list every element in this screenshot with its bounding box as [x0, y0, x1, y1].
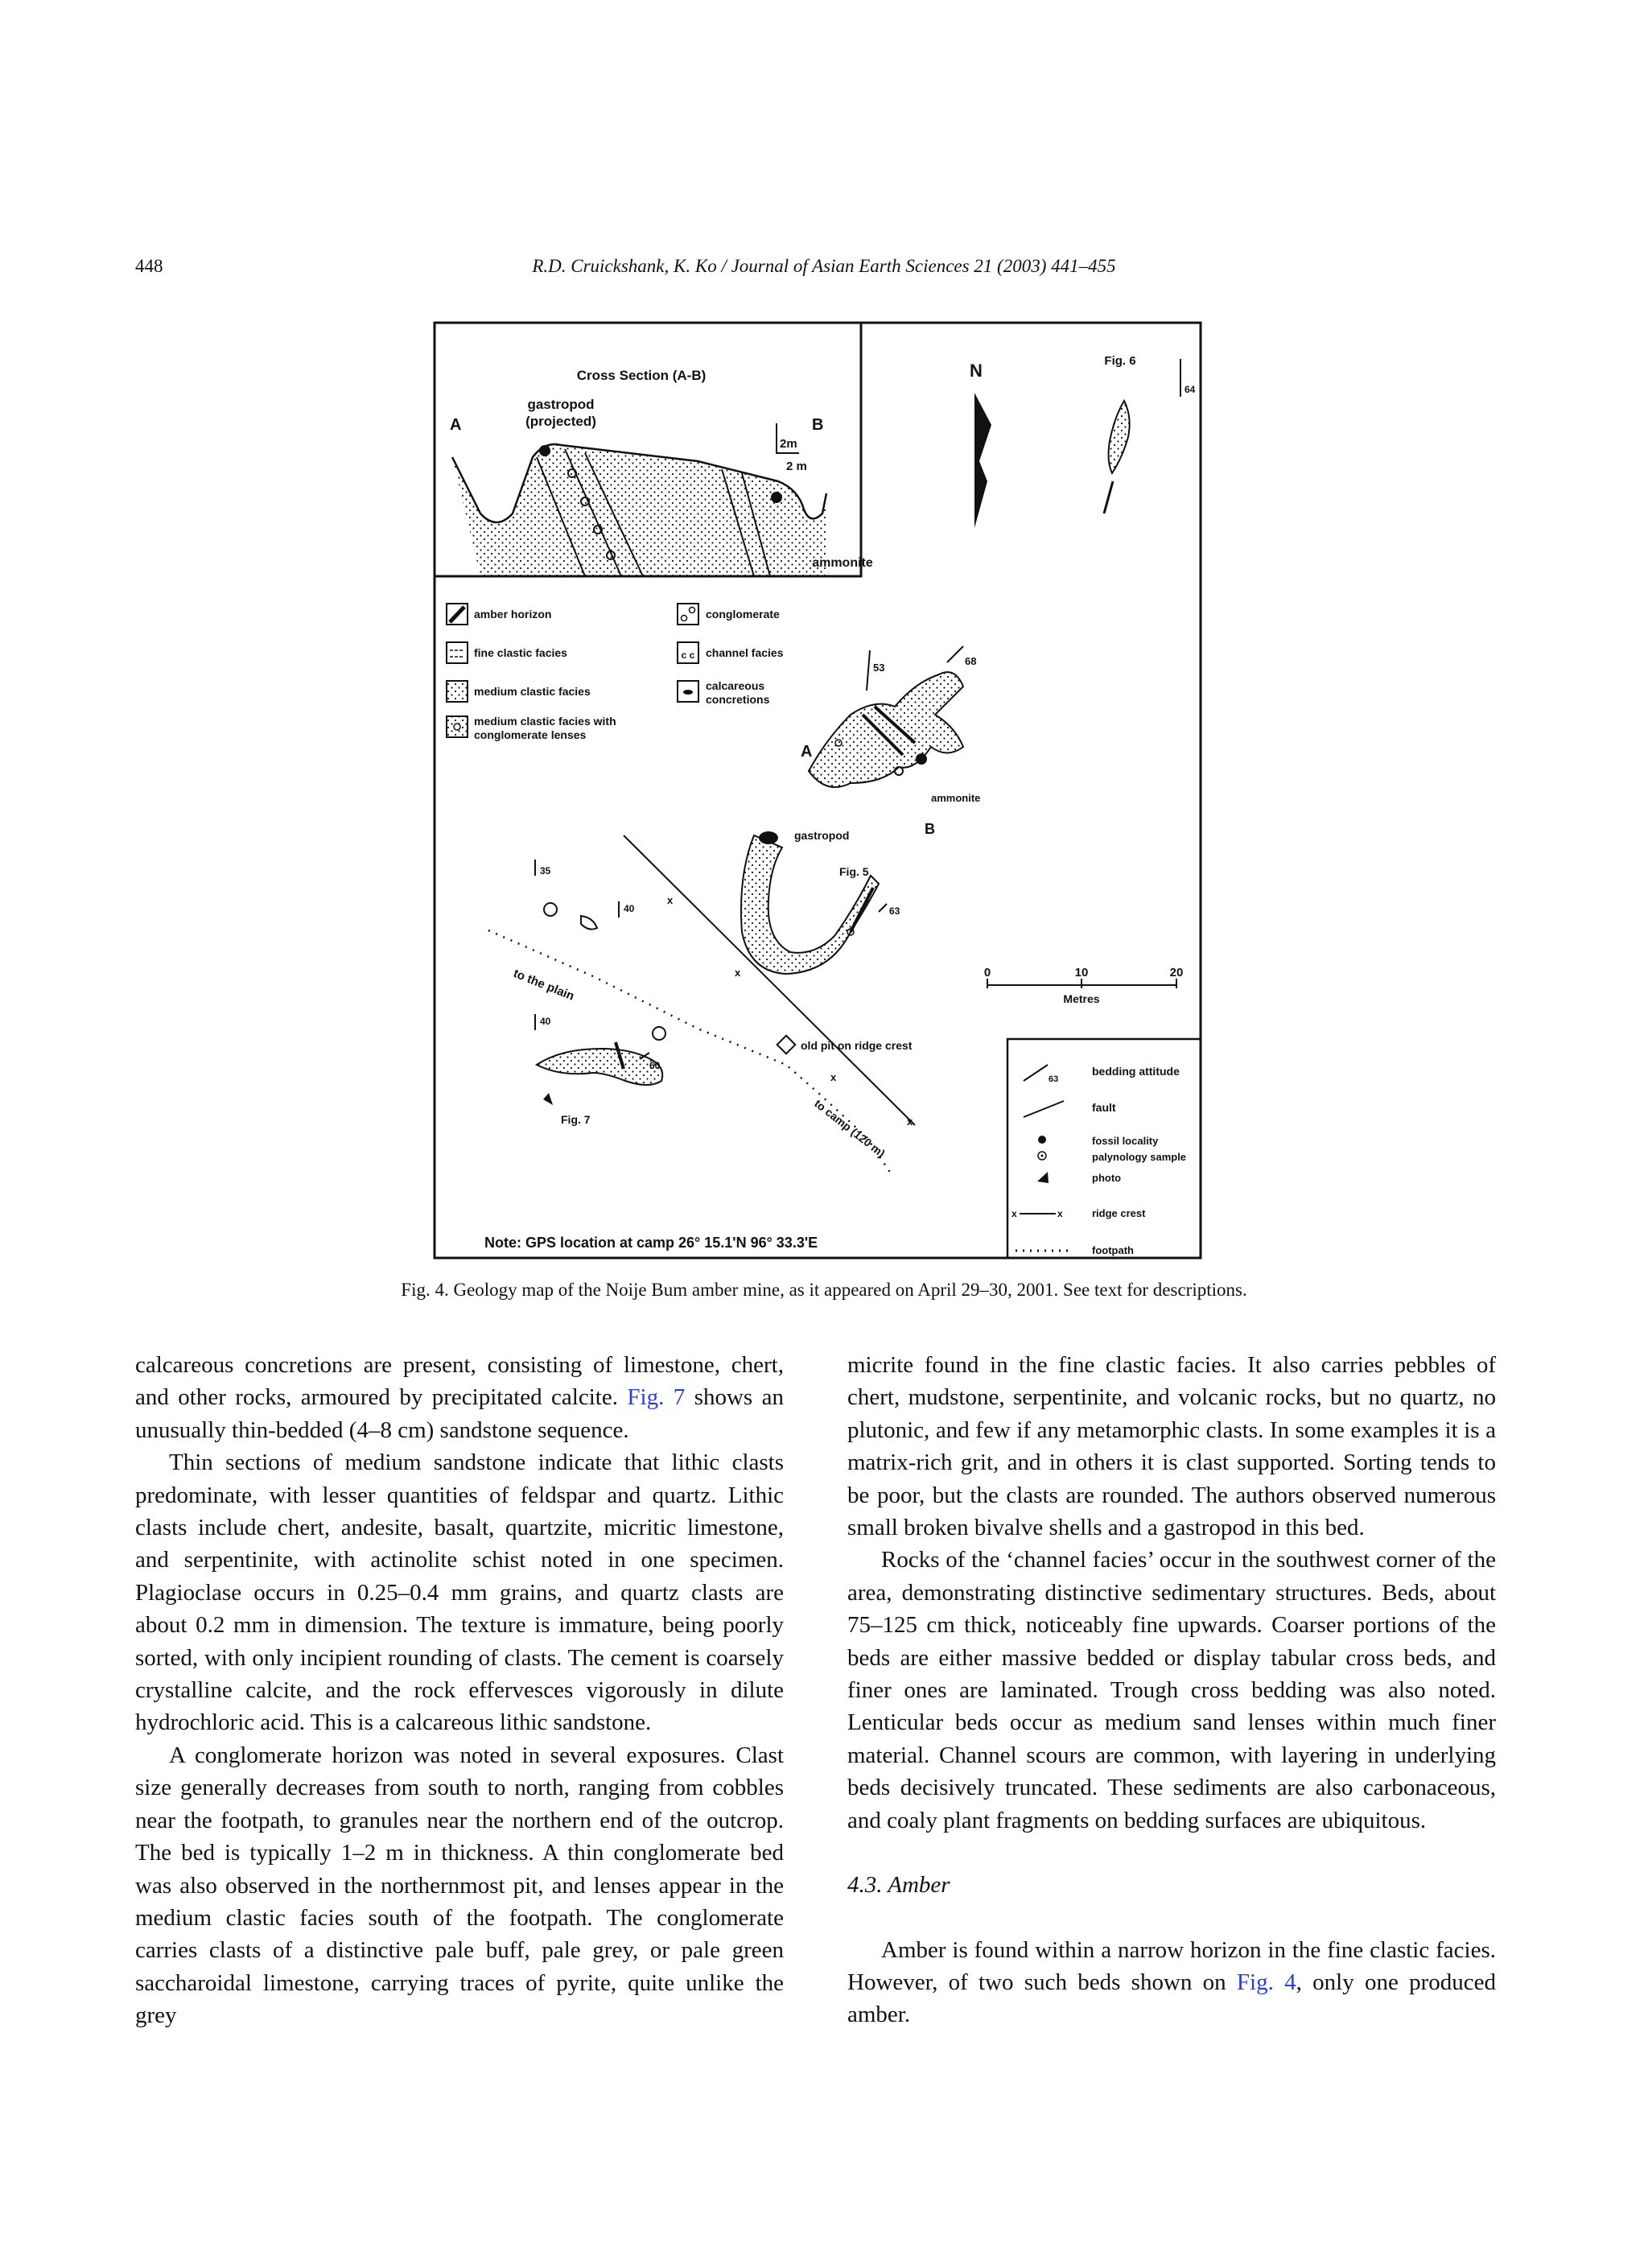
ammonite-label: ammonite [931, 792, 981, 804]
legend-medium: medium clastic facies [474, 685, 591, 698]
gps-note: Note: GPS location at camp 26° 15.1'N 96° 33.3'E [484, 1235, 818, 1251]
svg-text:x: x [907, 1115, 913, 1128]
figure-caption: Fig. 4. Geology map of the Noije Bum amber mine, as it appeared on April 29–30, 2001. See text for descriptions. [401, 1280, 1247, 1300]
fig6-pit [1104, 354, 1196, 513]
right-paragraph-2: Rocks of the ‘channel facies’ occur in the southwest corner of the area, demonstrating distinctive sedimentary structures. Beds, about 75–125 cm thick, noticeably fine upwards. Coarser portions of the beds are either massive bedded or display tabular cross beds, and finer ones are laminated. Trough cross bedding was also noted. Lenticular beds occur as medium sand lenses within much finer material. Channel scours are common, with layering in underlying beds decisively truncated. These sediments are also carbonaceous, and coaly plant fragments on bedding surfaces are ubiquitous. [847, 1547, 1496, 1833]
scale-bar [984, 966, 1184, 1005]
dip-63: 63 [889, 905, 900, 917]
dip-53: 53 [873, 662, 885, 674]
gastropod-label: gastropod [527, 397, 595, 412]
old-pit-label: old pit on ridge crest [801, 1039, 913, 1052]
scale-2m-horizontal: 2 m [786, 460, 807, 473]
ammonite-section-label: ammonite [812, 556, 873, 570]
north-arrow [970, 361, 991, 528]
svg-text:x: x [667, 894, 674, 906]
left-column [135, 1349, 784, 2032]
fig5-label: Fig. 5 [839, 865, 869, 878]
legend-channel: channel facies [706, 646, 784, 659]
cross-section-inset [435, 323, 873, 576]
section-label-a: A [450, 416, 462, 434]
right-paragraph-1: micrite found in the fine clastic facies. It also carries pebbles of chert, mudstone, serpentinite, and volcanic rocks, but no quartz, no plutonic, and few if any metamorphic clasts. In some examples it is a matrix-rich grit, and in others it is clast supported. Sorting tends to be poor, but the clasts are rounded. The authors observed numerous small broken bivalve shells and a gastropod in this bed. [847, 1352, 1496, 1541]
left-paragraph-3: A conglomerate horizon was noted in several exposures. Clast size generally decreases from south to north, ranging from cobbles near the footpath, to granules near the northern end of the outcrop. The bed is typically 1–2 m in thickness. A thin conglomerate bed was also observed in the northernmost pit, and lenses appear in the medium clastic facies south of the footpath. The conglomerate carries clasts of a distinctive pale buff, pale grey, or pale green saccharoidal limestone, carrying traces of pyrite, quite unlike the grey [135, 1742, 784, 2029]
fig6-label: Fig. 6 [1104, 354, 1136, 368]
cross-section-title: Cross Section (A-B) [576, 368, 707, 383]
svg-text:63: 63 [1049, 1074, 1059, 1084]
gastropod-map-label: gastropod [794, 829, 850, 842]
scale-unit: Metres [1063, 992, 1100, 1005]
left-paragraph-2: Thin sections of medium sandstone indicate that lithic clasts predominate, with lesser quantities of feldspar and quartz. Lithic clasts include chert, andesite, basalt, quartzite, micritic limestone, and serpentinite, with actinolite schist noted in one specimen. Plagioclase occurs in 0.25–0.4 mm grains, and quartz clasts are about 0.2 mm in dimension. The texture is immature, being poorly sorted, with only incipient rounding of clasts. The cement is coarsely crystalline calcite, and the rock effervesces vigorously in dilute hydrochloric acid. This is a calcareous lithic sandstone. [135, 1449, 784, 1736]
section-label-b: B [812, 416, 824, 434]
legend-fine: fine clastic facies [474, 646, 567, 659]
svg-text:c c: c c [681, 649, 695, 661]
svg-text:10: 10 [1074, 966, 1089, 979]
svg-text:0: 0 [983, 966, 991, 979]
dip-35: 35 [540, 865, 551, 876]
right-column [847, 1349, 1496, 2031]
geology-map-figure [432, 320, 1203, 1260]
legend-amber: amber horizon [474, 608, 552, 621]
to-the-plain-label: to the plain [511, 966, 577, 1004]
dip-68: 68 [965, 655, 977, 667]
key-photo: photo [1092, 1172, 1122, 1184]
svg-text:x: x [830, 1071, 837, 1083]
dip-40a: 40 [624, 903, 635, 914]
dip-40b: 40 [540, 1016, 551, 1027]
right-paragraph-3: Amber is found within a narrow horizon in the fine clastic facies. However, of two such beds shown on Fig. 4, only one produced amber. [847, 1936, 1496, 2028]
page-number: 448 [135, 256, 163, 276]
to-camp-label: to camp (120 m) [812, 1096, 888, 1160]
svg-text:x: x [735, 967, 741, 979]
fig7-link[interactable]: Fig. 7 [627, 1384, 686, 1411]
key-fault: fault [1092, 1101, 1116, 1114]
projected-label: (projected) [525, 414, 596, 429]
running-header-citation: R.D. Cruickshank, K. Ko / Journal of Asian Earth Sciences 21 (2003) 441–455 [532, 256, 1116, 276]
map-label-a: A [801, 743, 813, 761]
key-ridge: ridge crest [1092, 1207, 1146, 1219]
symbol-key [1007, 1039, 1201, 1258]
key-bedding: bedding attitude [1092, 1065, 1180, 1078]
fig7-label: Fig. 7 [561, 1113, 591, 1126]
key-fossil: fossil locality [1092, 1135, 1159, 1147]
map-label-b: B [925, 821, 935, 837]
legend [435, 576, 861, 741]
svg-text:conglomerate lenses: conglomerate lenses [474, 728, 587, 741]
svg-text:20: 20 [1169, 966, 1184, 979]
key-palynology: palynology sample [1092, 1151, 1187, 1163]
svg-text:x: x [1011, 1208, 1017, 1219]
fig4-link[interactable]: Fig. 4 [1236, 1969, 1296, 1995]
legend-conglomerate: conglomerate [706, 608, 780, 621]
left-paragraph-1: calcareous concretions are present, consisting of limestone, chert, and other rocks, armoured by precipitated calcite. Fig. 7 shows an unusually thin-bedded (4–8 cm) sandstone sequence. [135, 1352, 785, 1443]
legend-calcareous: calcareous [706, 679, 765, 692]
svg-text:x: x [1057, 1208, 1063, 1219]
scale-2m-vertical: 2m [780, 437, 797, 451]
dip-64: 64 [1184, 384, 1196, 395]
key-footpath: footpath [1092, 1244, 1134, 1256]
dip-60: 60 [649, 1060, 661, 1071]
svg-text:N: N [970, 361, 983, 381]
legend-medium-conglomerate: medium clastic facies with [474, 715, 616, 728]
svg-text:concretions: concretions [706, 693, 770, 706]
section-heading: 4.3. Amber [847, 1872, 950, 1899]
